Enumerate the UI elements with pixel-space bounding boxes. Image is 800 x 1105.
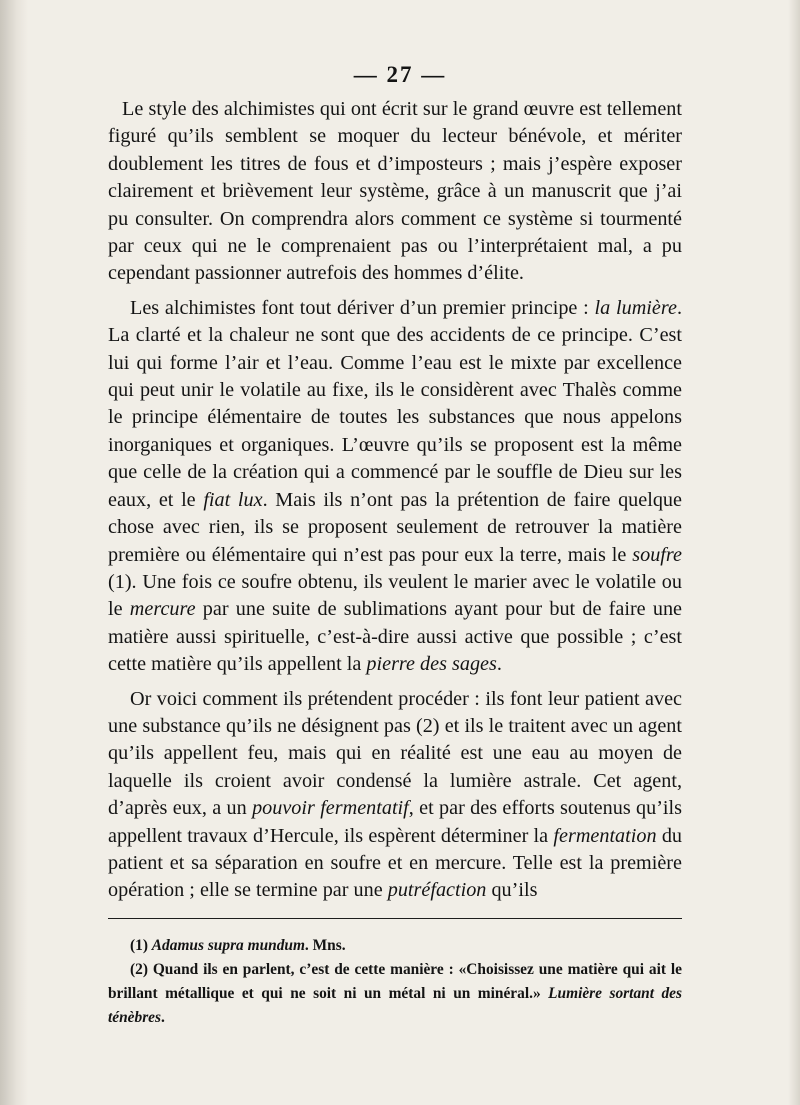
text-run: (1). Une fois ce soufre obtenu, ils veulent le marier avec le volatile ou le	[108, 570, 682, 621]
body-text	[108, 96, 682, 912]
text-run: .	[161, 1009, 165, 1026]
text-run: . La clarté et la chaleur ne sont que des accidents de ce principe. C’est lui qui forme l’air et l’eau. Comme l’eau est le mixte par excellence qui peut unir le volatile au fixe, ils le considèrent avec Thalès comme le principe élémentaire de toutes les substances que nous appelons inorganiques et organiques. L’œuvre qu’ils se proposent est la même que celle de la création qui a commencé par le souffle de Dieu sur les eaux, et le	[108, 296, 682, 511]
paragraph-3	[108, 686, 682, 905]
italic-text: mercure	[129, 598, 196, 621]
page-number: — 27 —	[353, 62, 447, 87]
footnotes	[108, 934, 682, 1030]
text-run: . Mns.	[304, 937, 346, 954]
text-run: . Mais ils n’ont pas la prétention de faire quelque chose avec rien, ils se proposent seulement de retrouver la matière première ou élémentaire qui n’est pas pour eux la terre, mais le	[108, 488, 682, 566]
italic-text: pouvoir fermentatif	[252, 797, 409, 820]
text-run: Or voici comment ils prétendent procéder : ils font leur patient avec une substance qu’ils ne désignent pas (2) et ils le traitent avec un agent qu’ils appellent feu, mais qui en réalité est une eau au moyen de laquelle ils croient avoir condensé la lumière astrale. Cet agent, d’après eux, a un	[108, 687, 682, 820]
text-run: (2) Quand ils en parlent, c’est de cette manière : «Choisissez une matière qui ait le brillant métallique et qui ne soit ni un métal ni un minéral.»	[108, 961, 682, 1002]
text-run: du patient et sa séparation en soufre et en mercure. Telle est la première opération ; elle se termine par une	[108, 824, 683, 902]
italic-text: putréfaction	[387, 879, 487, 902]
text-run: , et par des efforts soutenus qu’ils appellent travaux d’Hercule, ils espèrent déterminer la	[108, 797, 682, 847]
italic-text: pierre des sages	[366, 653, 497, 676]
footnote-divider	[108, 918, 682, 919]
paragraph-1	[108, 96, 682, 288]
italic-text: Adamus supra mundum	[151, 937, 305, 954]
text-run: Les alchimistes font tout dériver d’un premier principe :	[130, 296, 595, 319]
italic-text: soufre	[632, 543, 682, 566]
italic-text: la lumière	[594, 296, 677, 319]
text-run: qu’ils	[486, 879, 538, 902]
footnote-1	[108, 934, 682, 958]
footnote-2	[108, 958, 682, 1030]
scan-shadow-left	[0, 0, 28, 1105]
text-run: par une suite de sublimations ayant pour but de faire une matière aussi spirituelle, c’est-à-dire aussi active que possible ; c’est cette matière qu’ils appellent la	[108, 598, 682, 676]
text-run: .	[496, 653, 502, 676]
italic-text: fiat lux	[203, 488, 263, 511]
italic-text: fermentation	[553, 824, 657, 847]
text-run: (1)	[130, 937, 152, 954]
paragraph-2	[108, 295, 682, 679]
scan-shadow-right	[788, 0, 800, 1105]
italic-text: Lumière sortant des ténèbres	[108, 985, 682, 1026]
text-run: Le style des alchimistes qui ont écrit sur le grand œuvre est tellement figuré qu’ils semblent se moquer du lecteur bénévole, et mériter doublement les titres de fous et d’imposteurs ; mais j’espère exposer clairement et brièvement leur système, grâce à un manuscrit que j’ai pu consulter. On comprendra alors comment ce système si tourmenté par ceux qui ne le comprenaient pas ou l’interprétaient mal, a pu cependant passionner autrefois des hommes d’élite.	[108, 98, 682, 285]
